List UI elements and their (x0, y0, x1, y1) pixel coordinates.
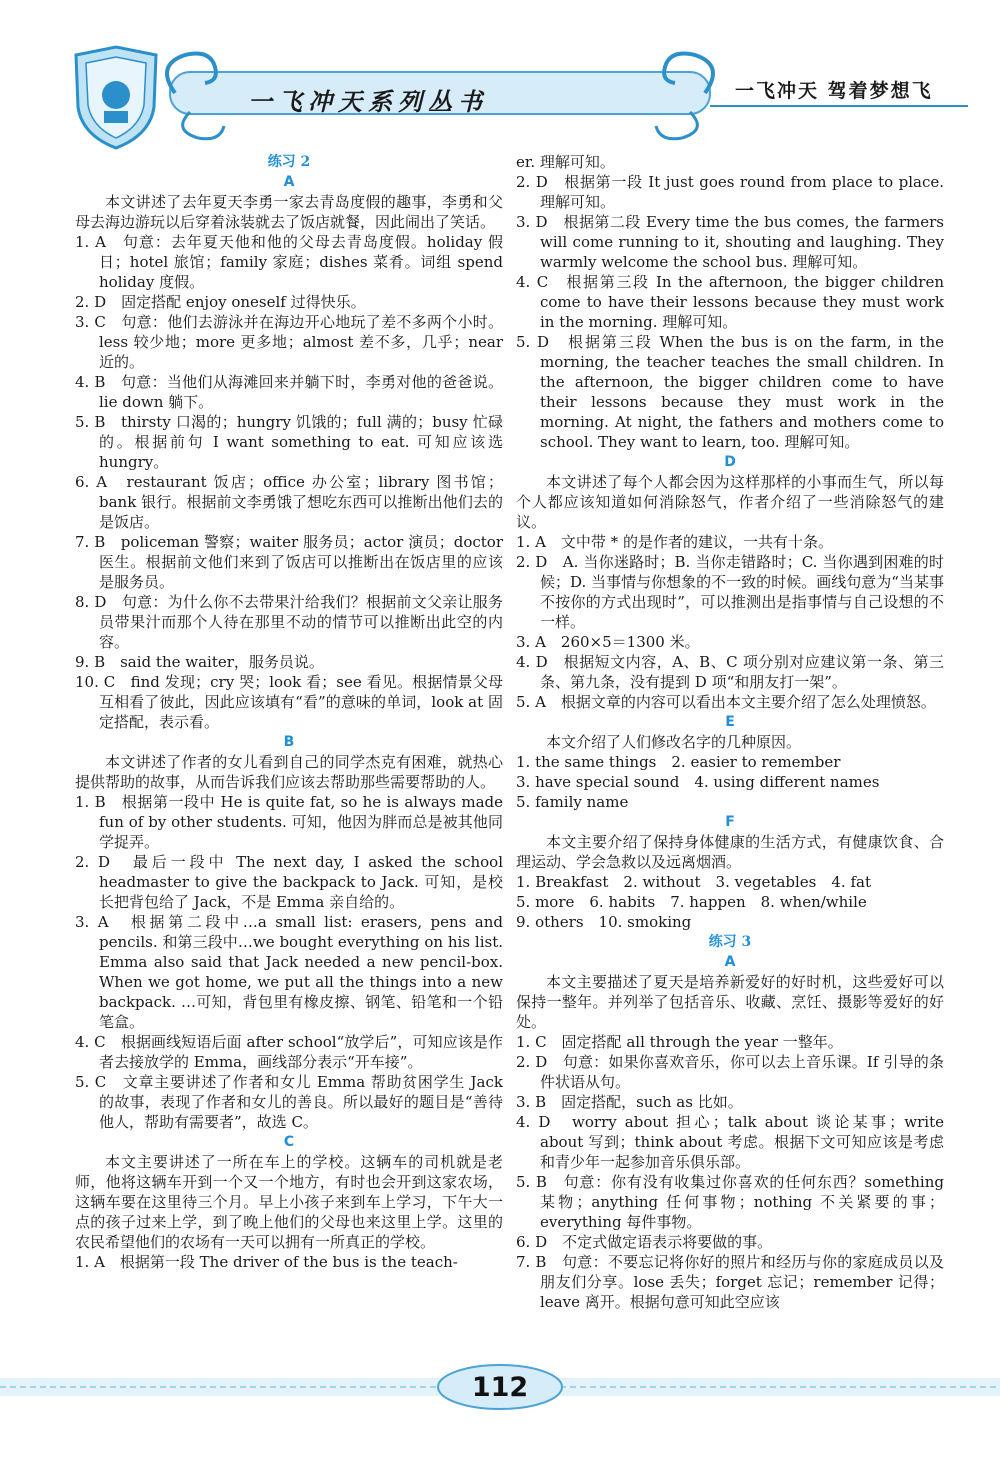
section-heading: E (725, 714, 735, 730)
section-heading: F (725, 814, 735, 830)
answer-item: 6. D 不定式做定语表示将要做的事。 (516, 1233, 773, 1251)
exercise-heading: 练习 3 (708, 934, 752, 950)
answer-item: 4. C 根据画线短语后面 after school“放学后”，可知应该是作者去接放学的 Emma，画线部分表示“开车接”。 (75, 1033, 503, 1071)
answer-item: 2. D 句意：如果你喜欢音乐，你可以去上音乐课。If 引导的条件状语从句。 (516, 1053, 944, 1091)
page-footer (0, 1360, 1000, 1420)
section-heading: A (724, 954, 736, 970)
answer-item: 2. D 最后一段中 The next day, I asked the school headmaster to give the backpack to Jack. 可知，是校长把背包给了 Jack，不是 Emma 亲自给的。 (75, 853, 503, 911)
answer-line: 5. more 6. habits 7. happen 8. when/while (516, 893, 867, 911)
passage-summary: 本文讲述了作者的女儿看到自己的同学杰克有困难，就热心提供帮助的故事，从而告诉我们应该去帮助那些需要帮助的人。 (75, 753, 503, 791)
answer-item: 1. B 根据第一段中 He is quite fat, so he is always made fun of by other students. 可知，他因为胖而总是被其他同学捉弄。 (75, 793, 503, 851)
answer-item: 2. D 根据第一段 It just goes round from place to place. 理解可知。 (516, 173, 944, 211)
answer-line: 9. others 10. smoking (516, 913, 692, 931)
series-title: 一飞冲天系列丛书 (248, 88, 488, 116)
answer-item: 3. A 260×5＝1300 米。 (516, 633, 700, 651)
answer-item: 3. A 根据第二段中…a small list: erasers, pens and pencils. 和第三段中…we bought everything on his list. Emma also said that Jack needed a new pencil-box. When we got home, we put all the things into a new backpack. …可知，背包里有橡皮擦、钢笔、铅笔和一个铅笔盒。 (75, 913, 503, 1031)
answer-item: 8. D 句意：为什么你不去带果汁给我们？根据前文父亲让服务员带果汁而那个人待在那里不动的情节可以推断出此空的内容。 (75, 593, 503, 651)
answer-item: 4. C 根据第三段 In the afternoon, the bigger children come to have their lessons because they must work in the morning. 理解可知。 (516, 273, 944, 331)
passage-summary: 本文介绍了人们修改名字的几种原因。 (546, 733, 802, 751)
answer-item: 5. C 文章主要讲述了作者和女儿 Emma 帮助贫困学生 Jack 的故事，表现了作者和女儿的善良。所以最好的题目是“善待他人，帮助有需要者”，故选 C。 (75, 1073, 503, 1131)
answer-item: 7. B 句意：不要忘记将你好的照片和经历与你的家庭成员以及朋友们分享。lose 丢失；forget 忘记；remember 记得；leave 离开。根据句意可知此空应该 (516, 1253, 944, 1311)
answer-item: 5. D 根据第三段 When the bus is on the farm, in the morning, the teacher teaches the small children. In the afternoon, the bigger children come to have their lessons because they must work in the morning. At night, the fathers and mothers come to school. They want to learn, too. 理解可知。 (516, 333, 944, 451)
answer-line: er. 理解可知。 (516, 153, 615, 171)
answer-item: 5. B 句意：你有没有收集过你喜欢的任何东西？something 某物；anything 任何事物；nothing 不关紧要的事；everything 每件事物。 (516, 1173, 944, 1231)
shield-badge-icon (70, 45, 162, 150)
passage-summary: 本文讲述了每个人都会因为这样那样的小事而生气，所以每个人都应该知道如何消除怒气，作者介绍了一些消除怒气的建议。 (516, 473, 944, 531)
passage-summary: 本文主要描述了夏天是培养新爱好的好时机，这些爱好可以保持一整年。并列举了包括音乐、收藏、烹饪、摄影等爱好的好处。 (516, 973, 944, 1031)
answer-item: 2. D 固定搭配 enjoy oneself 过得快乐。 (75, 293, 366, 311)
answer-item: 3. B 固定搭配，such as 比如。 (516, 1093, 743, 1111)
left-column (75, 152, 503, 1272)
answer-item: 1. A 文中带 * 的是作者的建议，一共有十条。 (516, 533, 833, 551)
answer-item: 2. D A. 当你迷路时；B. 当你走错路时；C. 当你遇到困难的时候；D. 当事情与你想象的不一致的时候。画线句意为“当某事不按你的方式出现时”，可以推测出是指事情与自己设想的不一样。 (516, 553, 944, 631)
answer-item: 3. C 句意：他们去游泳并在海边开心地玩了差不多两个小时。less 较少地；more 更多地；almost 差不多，几乎；near 近的。 (75, 313, 503, 371)
answer-line: 3. have special sound 4. using different names (516, 773, 880, 791)
answer-line: 1. the same things 2. easier to remember (516, 753, 841, 771)
answer-item: 10. C find 发现；cry 哭；look 看；see 看见。根据情景父母互相看了彼此，因此应该填有“看”的意味的单词，look at 固定搭配，表示看。 (75, 673, 503, 731)
answer-item: 9. B said the waiter，服务员说。 (75, 653, 324, 671)
answer-item: 4. D worry about 担心；talk about 谈论某事；write about 写到；think about 考虑。根据下文可知应该是考虑和青少年一起参加音乐俱乐部。 (516, 1113, 944, 1171)
answer-item: 1. A 句意：去年夏天他和他的父母去青岛度假。holiday 假日；hotel 旅馆；family 家庭；dishes 菜肴。词组 spend holiday 度假。 (75, 233, 503, 291)
header-slogan: 一飞冲天 驾着梦想飞 (735, 80, 933, 102)
page-number: 112 (471, 1372, 529, 1403)
answer-item: 5. B thirsty 口渴的；hungry 饥饿的；full 满的；busy 忙碌的。根据前句 I want something to eat. 可知应该选 hungry。 (75, 413, 503, 471)
section-heading: C (283, 1134, 295, 1150)
section-heading: A (283, 174, 295, 190)
answer-item: 6. A restaurant 饭店；office 办公室；library 图书馆；bank 银行。根据前文李勇饿了想吃东西可以推断出他们去的是饭店。 (75, 473, 503, 531)
answer-item: 1. A 根据第一段 The driver of the bus is the teach- (75, 1253, 458, 1271)
passage-summary: 本文讲述了去年夏天李勇一家去青岛度假的趣事，李勇和父母去海边游玩以后穿着泳装就去了饭店就餐，因此闹出了笑话。 (75, 193, 503, 231)
answer-line: 1. Breakfast 2. without 3. vegetables 4. fat (516, 873, 871, 891)
answer-line: 5. family name (516, 793, 629, 811)
answer-item: 5. A 根据文章的内容可以看出本文主要介绍了怎么处理愤怒。 (516, 693, 936, 711)
answer-item: 4. B 句意：当他们从海滩回来并躺下时，李勇对他的爸爸说。lie down 躺下。 (75, 373, 503, 411)
page-header (0, 0, 1000, 150)
right-column (516, 152, 944, 1312)
exercise-heading: 练习 2 (267, 154, 311, 170)
answer-item: 3. D 根据第二段 Every time the bus comes, the farmers will come running to it, shouting and laughing. They warmly welcome the school bus. 理解可知。 (516, 213, 944, 271)
section-heading: D (724, 454, 736, 470)
passage-summary: 本文主要讲述了一所在车上的学校。这辆车的司机就是老师，他将这辆车开到一个又一个地方，有时也会开到这家农场，这辆车要在这里待三个月。早上小孩子来到车上学习，下午大一点的孩子过来上学，到了晚上他们的父母也来这里上学。这里的农民希望他们的农场有一天可以拥有一所真正的学校。 (75, 1153, 503, 1251)
passage-summary: 本文主要介绍了保持身体健康的生活方式，有健康饮食、合理运动、学会急救以及远离烟酒。 (516, 833, 944, 871)
answer-item: 1. C 固定搭配 all through the year 一整年。 (516, 1033, 843, 1051)
answer-item: 7. B policeman 警察；waiter 服务员；actor 演员；doctor 医生。根据前文他们来到了饭店可以推断出在饭店里的应该是服务员。 (75, 533, 503, 591)
answer-item: 4. D 根据短文内容，A、B、C 项分别对应建议第一条、第三条、第九条，没有提到 D 项“和朋友打一架”。 (516, 653, 944, 691)
section-heading: B (283, 734, 295, 750)
